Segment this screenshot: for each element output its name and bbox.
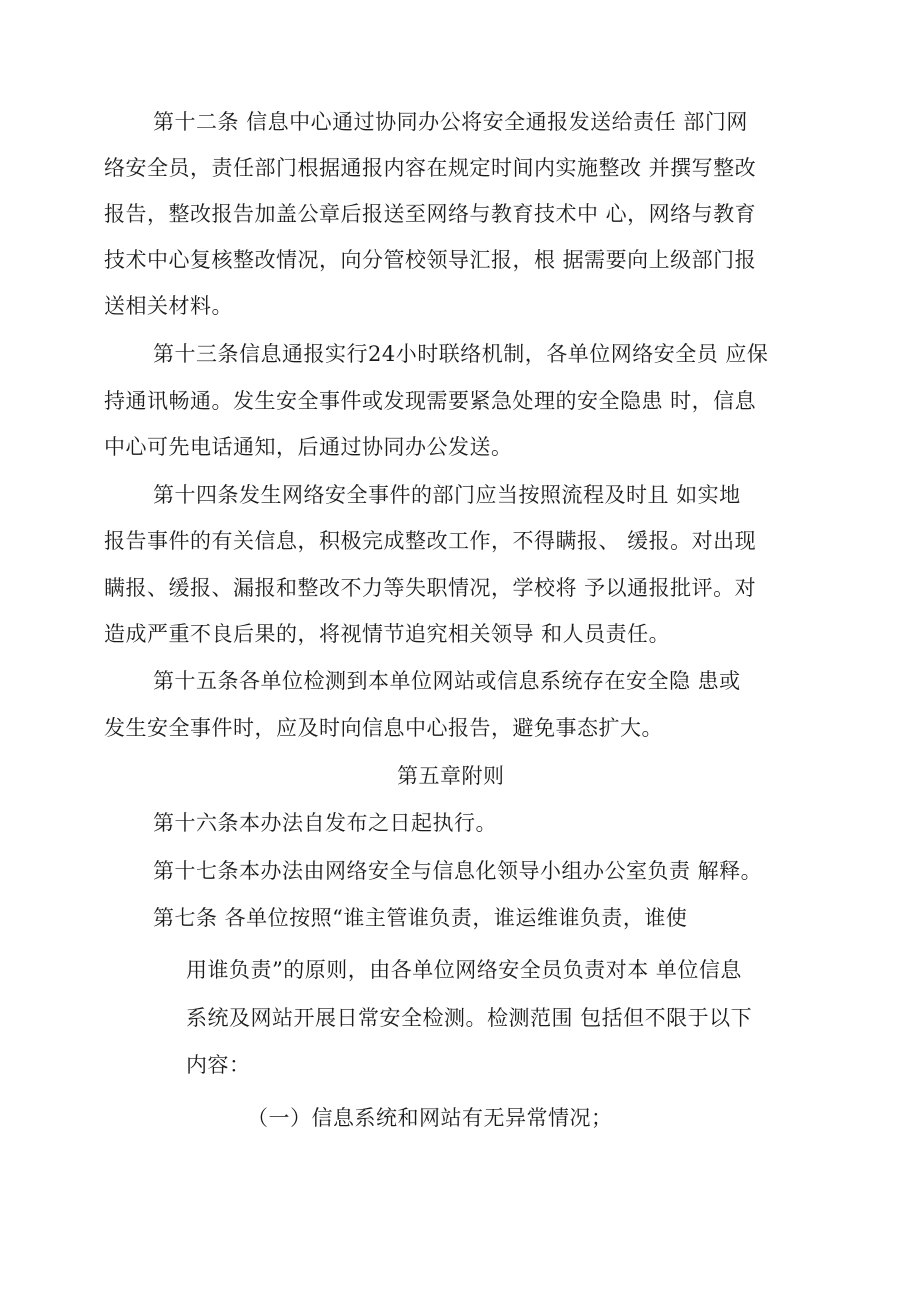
chapter-heading: 第五章附则 bbox=[397, 764, 505, 788]
text-line: 第十二条 信息中心通过协同办公将安全通报发送给责任 部门网 bbox=[153, 110, 748, 134]
text-line: 造成严重不良后果的，将视情节追究相关领导 和人员责任。 bbox=[104, 622, 671, 646]
text-line: 瞒报、缓报、漏报和整改不力等失职情况，学校将 予以通报批评。对 bbox=[104, 576, 757, 600]
text-line: 中心可先电话通知，后通过协同办公发送。 bbox=[104, 435, 513, 459]
list-item: （一）信息系统和网站有无异常情况； bbox=[247, 1106, 613, 1130]
text-line: 报告事件的有关信息，积极完成整改工作，不得瞒报、 缓报。对出现 bbox=[104, 529, 757, 553]
text-line: 第十六条本办法自发布之日起执行。 bbox=[153, 811, 497, 835]
text-line: 第七条 各单位按照“谁主管谁负责，谁运维谁负责，谁使 bbox=[153, 906, 688, 930]
text-line: 持通讯畅通。发生安全事件或发现需要紧急处理的安全隐患 时，信息 bbox=[104, 389, 757, 413]
text-line: 技术中心复核整改情况，向分管校领导汇报，根 据需要向上级部门报 bbox=[104, 248, 757, 272]
text-line: 内容： bbox=[186, 1053, 251, 1077]
text-line: 送相关材料。 bbox=[104, 294, 233, 318]
text-line: 报告，整改报告加盖公章后报送至网络与教育技术中 心，网络与教育 bbox=[104, 202, 757, 226]
text-line: 络安全员，责任部门根据通报内容在规定时间内实施整改 并撰写整改 bbox=[104, 156, 757, 180]
text-line: 第十五条各单位检测到本单位网站或信息系统存在安全隐 患或 bbox=[153, 669, 741, 693]
text-line: 用谁负责”的原则，由各单位网络安全员负责对本 单位信息 bbox=[186, 958, 742, 982]
text-line: 第十三条信息通报实行24小时联络机制，各单位网络安全员 应保 bbox=[153, 342, 769, 366]
text-line: 第十七条本办法由网络安全与信息化领导小组办公室负责 解释。 bbox=[153, 859, 763, 883]
text-line: 系统及网站开展日常安全检测。检测范围 包括但不限于以下 bbox=[186, 1006, 753, 1030]
text-line: 第十四条发生网络安全事件的部门应当按照流程及时且 如实地 bbox=[153, 483, 741, 507]
text-line: 发生安全事件时，应及时向信息中心报告，避免事态扩大。 bbox=[104, 716, 663, 740]
